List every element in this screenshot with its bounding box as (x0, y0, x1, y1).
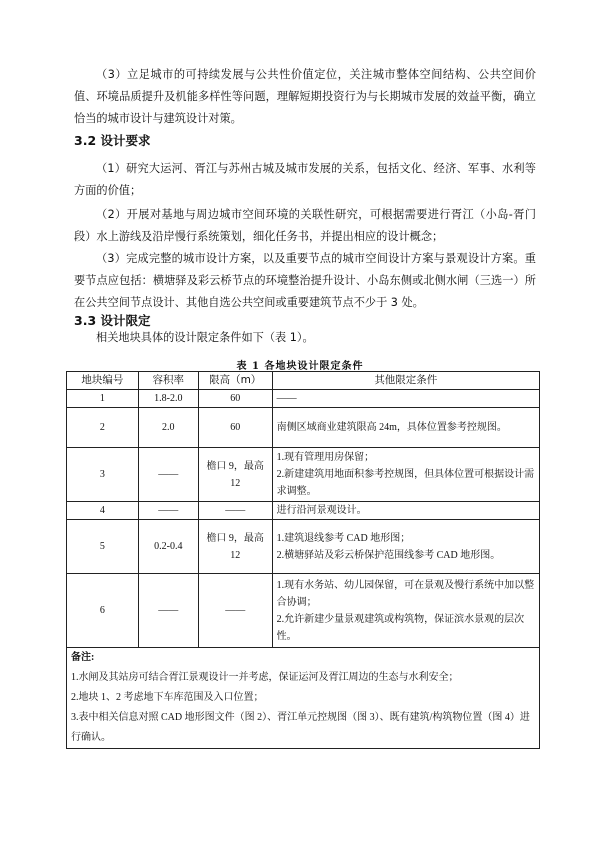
cell-other (272, 408, 539, 448)
cell-other-line: —— (276, 393, 297, 404)
table-row (67, 408, 540, 448)
note-item: 1.水闸及其站房可结合胥江景观设计一并考虑，保证运河及胥江周边的生态与水利安全； (71, 672, 459, 683)
table-row (67, 448, 540, 502)
cell-other-line: 1.建筑退线参考 CAD 地形图； (276, 532, 411, 544)
table-notes-row (67, 648, 540, 749)
header-far: 容积率 (138, 372, 198, 390)
note-item: 2.地块 1、2 考虑地下车库范围及入口位置； (71, 692, 264, 703)
cell-height: 檐口 9，最高 12 (198, 448, 272, 502)
cell-other (272, 390, 539, 408)
table-notes (67, 648, 540, 749)
cell-other-line: 进行沿河景观设计。 (276, 505, 367, 516)
section-heading-3-2: 3.2 设计要求 (74, 133, 151, 148)
cell-height: 60 (198, 408, 272, 448)
requirement-item-3: （3）完成完整的城市设计方案，以及重要节点的城市空间设计方案与景观设计方案。重要节点应包括：横塘驿及彩云桥节点的环境整治提升设计、小岛东侧或北侧水闸（三选一）所在公共空间节点设计、其他自选公共空间或重要建筑节点不少于 3 处。 (74, 252, 536, 309)
cell-far: —— (138, 502, 198, 520)
table-header-row (67, 372, 540, 390)
paragraph-3-1-item-3: （3）立足城市的可持续发展与公共性价值定位，关注城市整体空间结构、公共空间价值、环境品质提升及机能多样性等问题，理解短期投资行为与长期城市发展的效益平衡，确立恰当的城市设计与建筑设计对策。 (74, 68, 536, 125)
cell-other (272, 574, 539, 648)
cell-other-line: 2.允许新建少量景观建筑或构筑物，保证滨水景观的层次性。 (276, 613, 525, 642)
design-limits-table (66, 371, 540, 749)
table-row (67, 502, 540, 520)
cell-far: —— (138, 574, 198, 648)
header-height-limit: 限高（m） (198, 372, 272, 390)
cell-plot-id: 6 (67, 574, 139, 648)
cell-plot-id: 4 (67, 502, 139, 520)
cell-far: 1.8-2.0 (138, 390, 198, 408)
table-caption: 表 1 各地块设计限定条件 (236, 361, 364, 372)
cell-other-line: 南侧区域商业建筑限高 24m，具体位置参考控规图。 (276, 422, 507, 433)
cell-plot-id: 1 (67, 390, 139, 408)
cell-plot-id: 5 (67, 520, 139, 574)
cell-other-line: 1.现有管理用房保留； (276, 452, 375, 463)
cell-far: 2.0 (138, 408, 198, 448)
table-row (67, 390, 540, 408)
cell-height: —— (198, 574, 272, 648)
table-row (67, 574, 540, 648)
cell-height: 60 (198, 390, 272, 408)
requirement-item-2: （2）开展对基地与周边城市空间环境的关联性研究，可根据需要进行胥江（小岛-胥门段）水上游线及沿岸慢行系统策划，细化任务书，并提出相应的设计概念； (74, 208, 536, 243)
cell-other (272, 520, 539, 574)
cell-plot-id: 3 (67, 448, 139, 502)
header-other-conditions: 其他限定条件 (272, 372, 539, 390)
requirement-item-1: （1）研究大运河、胥江与苏州古城及城市发展的关系，包括文化、经济、军事、水利等方面的价值； (74, 162, 536, 197)
header-plot-id: 地块编号 (67, 372, 139, 390)
cell-far: —— (138, 448, 198, 502)
cell-other (272, 502, 539, 520)
cell-other-line: 2.新建建筑用地面积参考控规图，但具体位置可根据设计需求调整。 (276, 469, 535, 497)
cell-other (272, 448, 539, 502)
cell-plot-id: 2 (67, 408, 139, 448)
table-row (67, 520, 540, 574)
cell-height: 檐口 9，最高 12 (198, 520, 272, 574)
cell-other-line: 2.横塘驿站及彩云桥保护范围线参考 CAD 地形图。 (276, 549, 501, 561)
cell-height: —— (198, 502, 272, 520)
section-heading-3-3: 3.3 设计限定 (74, 313, 151, 328)
notes-title: 备注: (71, 652, 95, 663)
cell-other-line: 1.现有水务站、幼儿园保留，可在景观及慢行系统中加以整合协调； (276, 579, 535, 608)
section-3-3-intro: 相关地块具体的设计限定条件如下（表 1）。 (96, 331, 314, 344)
cell-far: 0.2-0.4 (138, 520, 198, 574)
note-item: 3.表中相关信息对照 CAD 地形图文件（图 2）、胥江单元控规图（图 3）、既有建筑/构筑物位置（图 4）进行确认。 (71, 712, 530, 743)
